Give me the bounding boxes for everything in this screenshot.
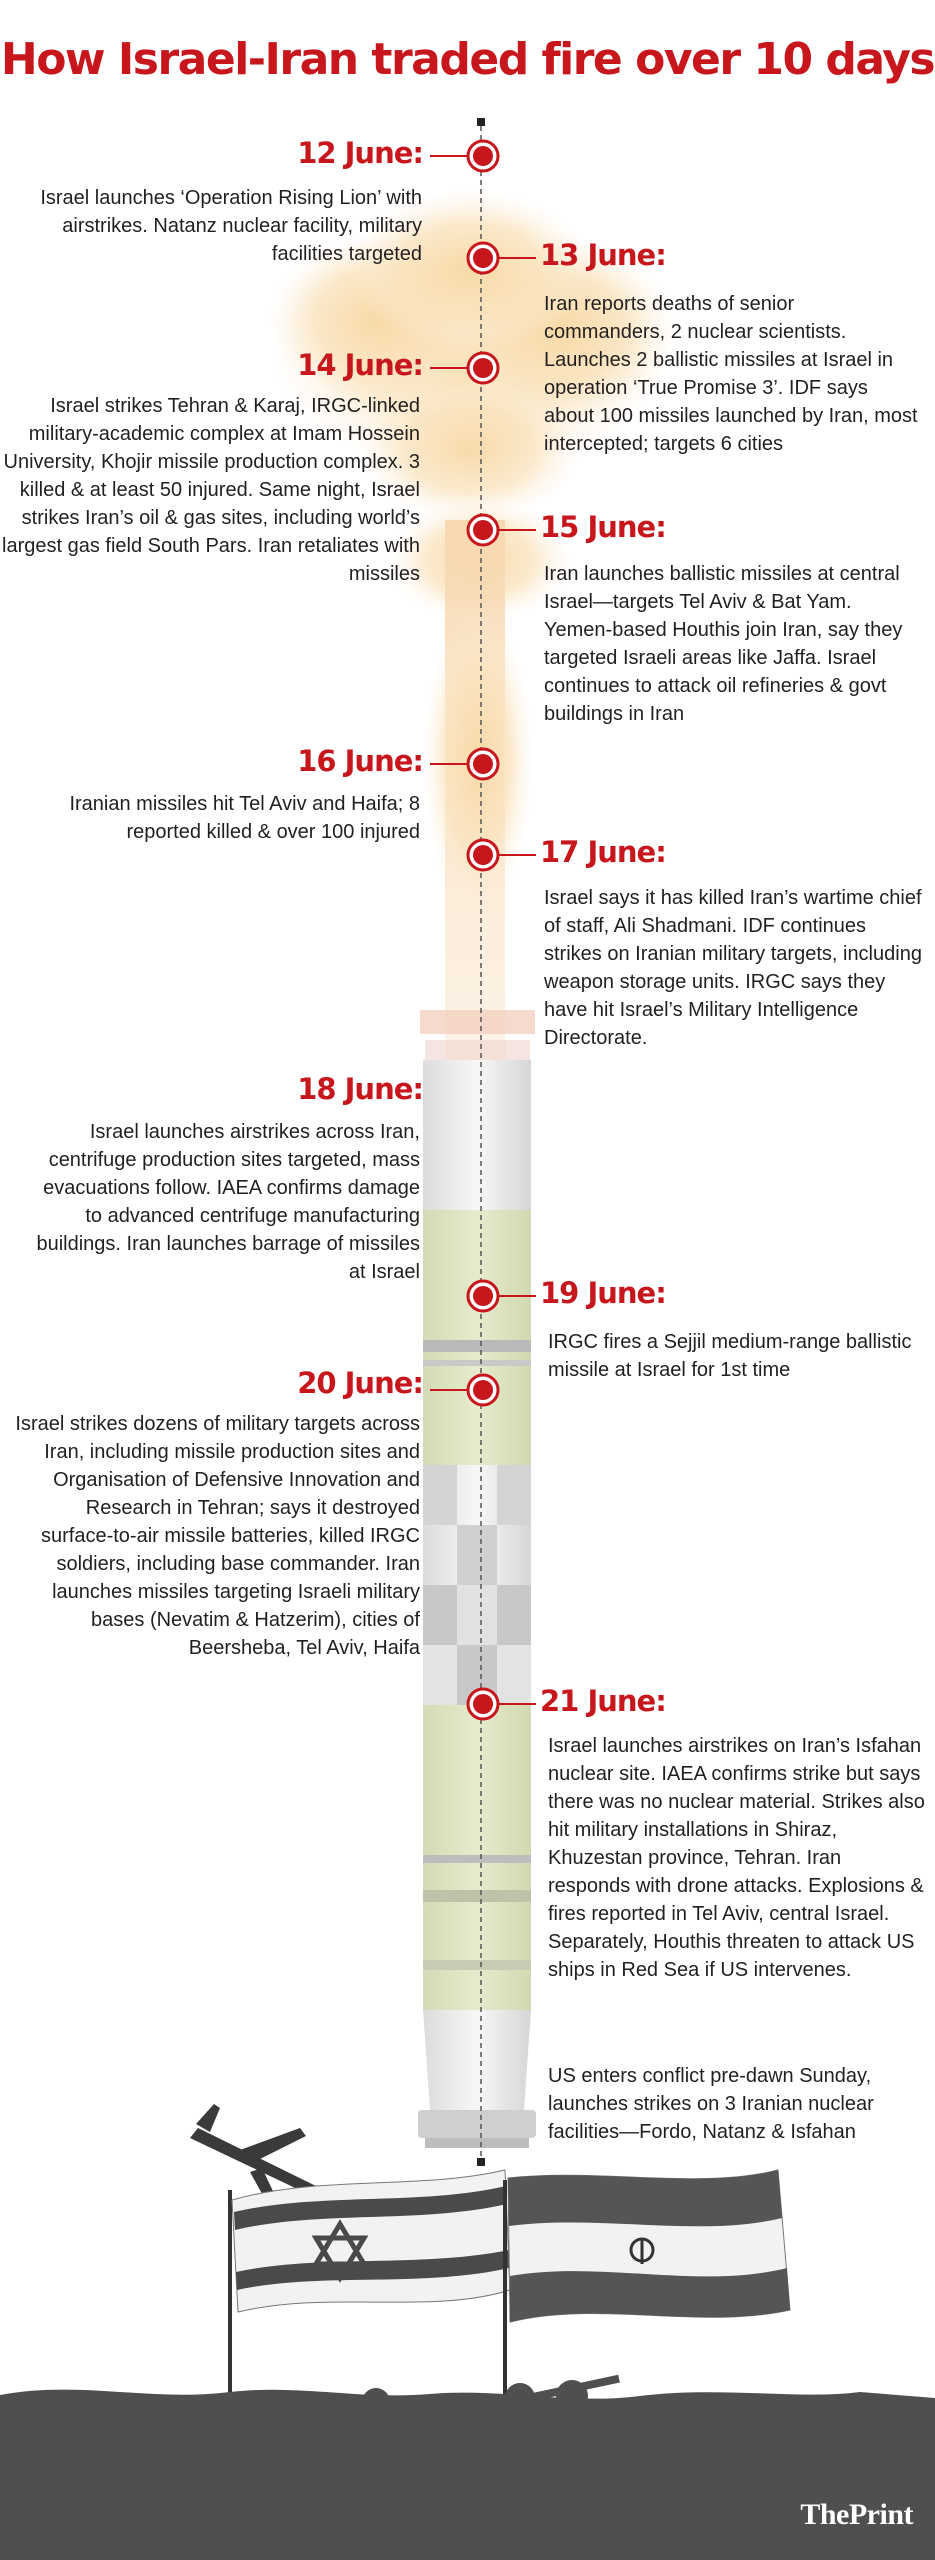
event-text-13-june: Iran reports deaths of senior commanders, 2 nuclear scientists. Launches 2 ballistic missiles at Israel in operation ‘True Promise 3’. IDF says about 100 missiles launched by Iran, most intercepted; targets 6 cities xyxy=(544,293,918,455)
event-text-21-june: Israel launches airstrikes on Iran’s Isfahan nuclear site. IAEA confirms strike but says there was no nuclear material. Strikes also hit military installations in Shiraz, Khuzestan province, Tehran. Iran responds with drone attacks. Explosions & fires reported in Tel Aviv, central Israel. Separately, Houthis threaten to attack US ships in Red Sea if US intervenes. xyxy=(548,1735,925,1981)
date-16-june: 16 June: xyxy=(297,744,423,778)
event-text-14-june: Israel strikes Tehran & Karaj, IRGC-linked military-academic complex at Imam Hossein University, Khojir missile production complex. 3 killed & at least 50 injured. Same night, Israel strikes Iran’s oil & gas sites, including world’s largest gas field South Pars. Iran retaliates with missiles xyxy=(2,395,420,585)
date-18-june: 18 June: xyxy=(297,1072,423,1106)
date-20-june: 20 June: xyxy=(297,1366,423,1400)
event-text-16-june: Iranian missiles hit Tel Aviv and Haifa; 8 reported killed & over 100 injured xyxy=(69,793,420,843)
brand-logo: ThePrint xyxy=(800,2498,913,2531)
event-text-19-june: IRGC fires a Sejjil medium-range ballistic missile at Israel for 1st time xyxy=(548,1331,912,1381)
date-17-june: 17 June: xyxy=(540,835,666,869)
event-text-18-june: Israel launches airstrikes across Iran, centrifuge production sites targeted, mass evacuations follow. IAEA confirms damage to advanced centrifuge manufacturing buildings. Iran launches barrage of missiles at Israel xyxy=(36,1121,420,1283)
event-text-20-june: Israel strikes dozens of military targets across Iran, including missile production sites and Organisation of Defensive Innovation and Research in Tehran; says it destroyed surface-to-air missile batteries, killed IRGC soldiers, including base commander. Iran launches missiles targeting Israeli military bases (Nevatim & Hatzerim), cities of Beersheba, Tel Aviv, Haifa xyxy=(15,1413,420,1659)
missile xyxy=(418,1060,536,2148)
event-text-17-june: Israel says it has killed Iran’s wartime chief of staff, Ali Shadmani. IDF continues strikes on Iranian military targets, including weapon storage units. IRGC says they have hit Israel’s Military Intelligence Directorate. xyxy=(544,887,922,1049)
date-13-june: 13 June: xyxy=(540,238,666,272)
date-19-june: 19 June: xyxy=(540,1276,666,1310)
footnote-us-strikes: US enters conflict pre-dawn Sunday, launches strikes on 3 Iranian nuclear facilities—Fordo, Natanz & Isfahan xyxy=(548,2065,874,2143)
date-12-june: 12 June: xyxy=(297,136,423,170)
marker-12-june xyxy=(430,141,498,171)
ground-silhouette xyxy=(0,2375,935,2560)
date-14-june: 14 June: xyxy=(297,348,423,382)
event-text-12-june: Israel launches ‘Operation Rising Lion’ with airstrikes. Natanz nuclear facility, military facilities targeted xyxy=(40,187,422,265)
event-text-15-june: Iran launches ballistic missiles at central Israel—targets Tel Aviv & Bat Yam. Yemen-based Houthis join Iran, say they targeted Israeli areas like Jaffa. Israel continues to attack oil refineries & govt buildings in Iran xyxy=(544,563,903,725)
date-15-june: 15 June: xyxy=(540,510,666,544)
page-title: How Israel-Iran traded fire over 10 days xyxy=(0,34,935,85)
date-21-june: 21 June: xyxy=(540,1684,666,1718)
